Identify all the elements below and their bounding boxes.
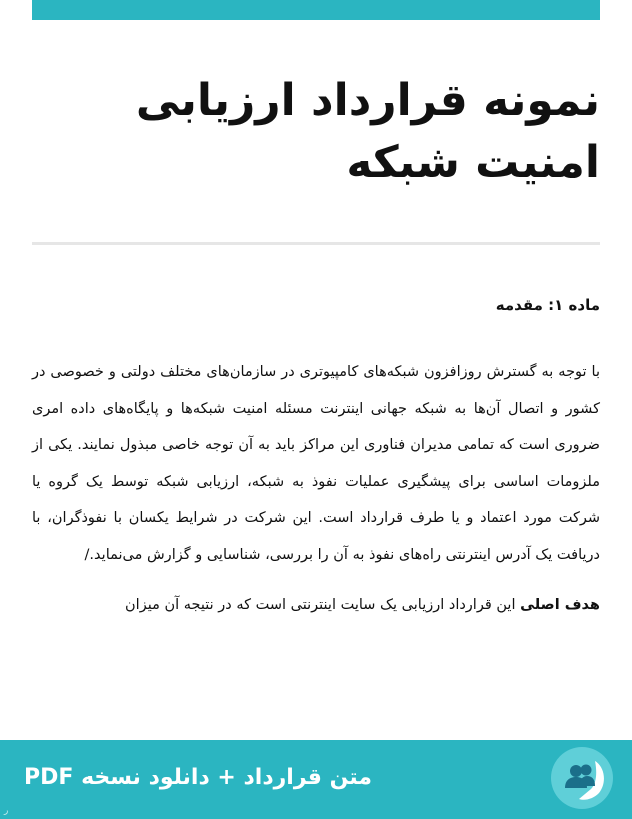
goal-text: این قرارداد ارزیابی یک سایت اینترنتی است که در نتیجه آن میزان bbox=[125, 597, 516, 613]
corner-mark: ر bbox=[4, 806, 9, 816]
logo-body-right bbox=[579, 776, 595, 786]
users-logo-svg bbox=[551, 747, 613, 809]
title-divider bbox=[32, 242, 600, 245]
goal-paragraph bbox=[32, 587, 600, 623]
goal-label: هدف اصلی bbox=[520, 597, 600, 613]
page-title: نمونه قرارداد ارزیابی امنیت شبکه bbox=[135, 75, 600, 188]
logo-head-left bbox=[570, 765, 582, 777]
download-banner-text[interactable]: متن قرارداد + دانلود نسخه PDF bbox=[24, 765, 372, 790]
section-heading: ماده ۱: مقدمه bbox=[495, 296, 600, 314]
top-accent-bar bbox=[32, 0, 600, 20]
intro-paragraph: با توجه به گسترش روزافزون شبکه‌های کامپیوتری در سازمان‌های مختلف دولتی و خصوصی در کشور و اتصال آن‌ها به شبکه جهانی اینترنت مسئله امنیت شبکه‌ها و پایگاه‌های داده امری ضروری است که تمامی مدیران فناوری این مراکز باید به آن توجه خاصی مبذول نمایند. یکی از ملزومات اساسی برای پیشگیری عملیات نفوذ به شبکه، ارزیابی شبکه توسط یک گروه یا شرکت مورد اعتماد و یا طرف قرارداد است. این شرکت در شرایط یکسان با نفوذگران، با دریافت یک آدرس اینترنتی راه‌های نفوذ به آن را بررسی، شناسایی و گزارش می‌نماید./ bbox=[32, 364, 600, 563]
logo-head-right bbox=[581, 765, 592, 776]
article-content bbox=[32, 290, 600, 623]
users-logo-icon[interactable] bbox=[551, 747, 613, 809]
